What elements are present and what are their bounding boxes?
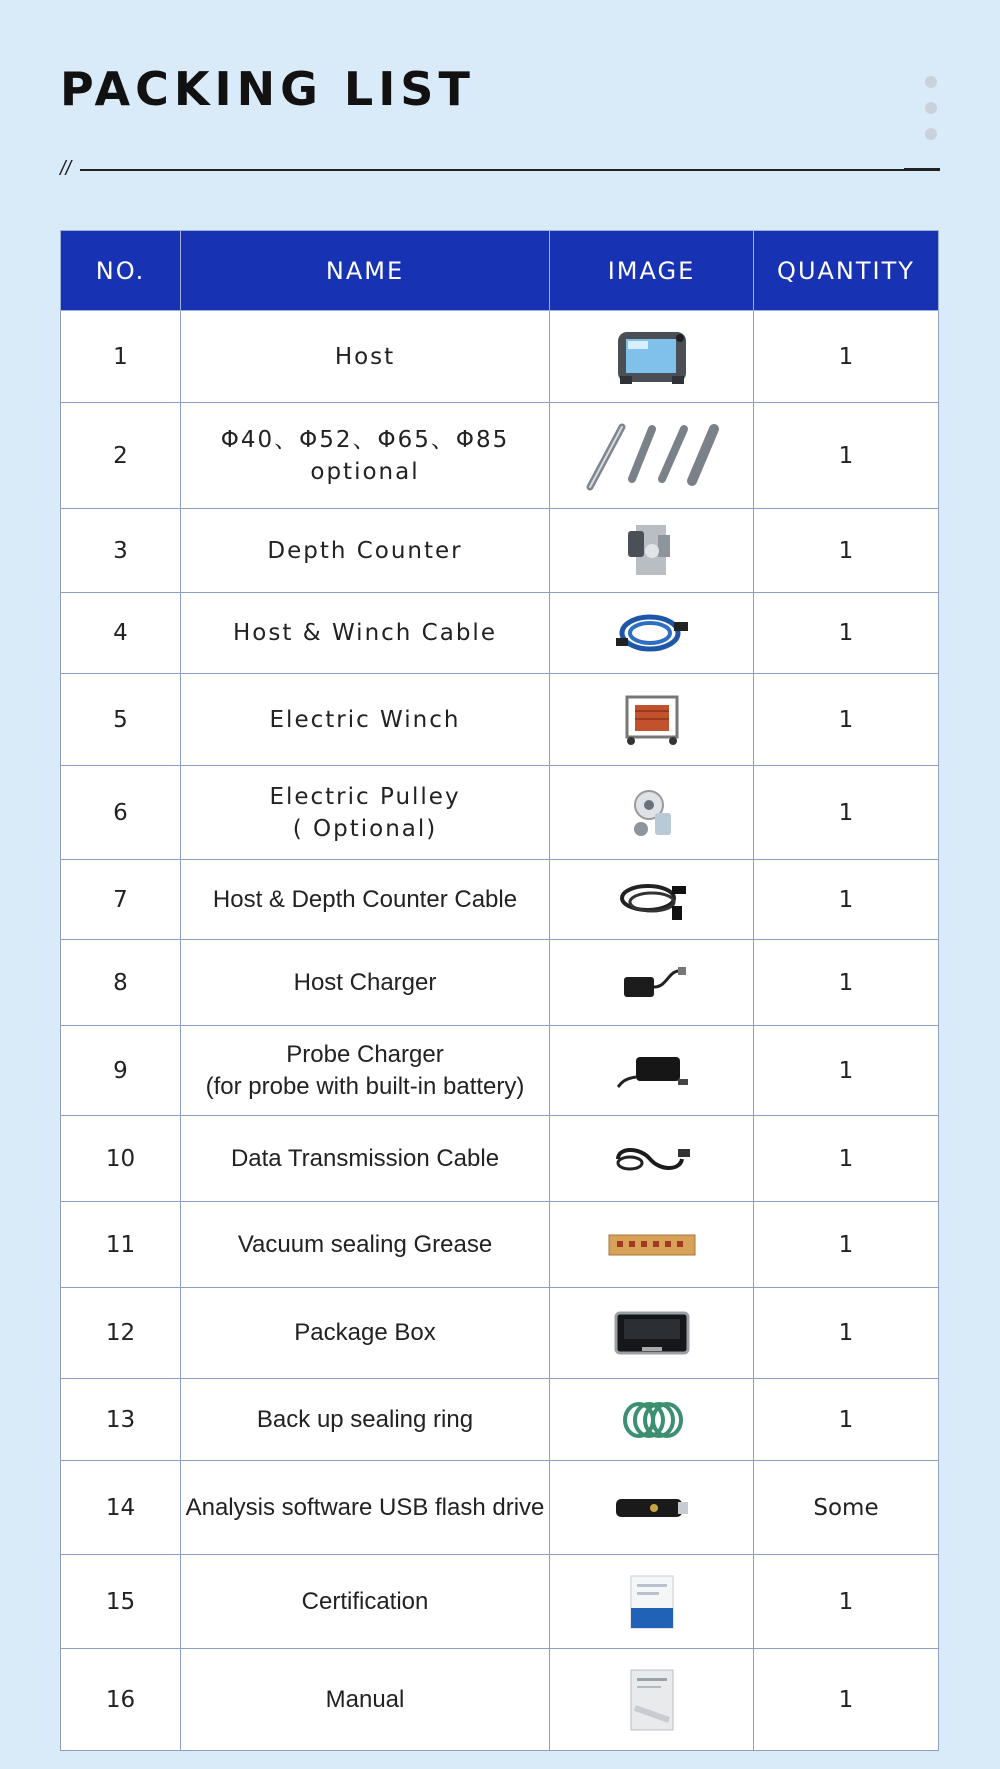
row-name <box>181 766 550 860</box>
row-quantity: 1 <box>754 593 939 674</box>
pulley-icon <box>550 783 753 843</box>
row-quantity: 1 <box>754 1202 939 1288</box>
row-name-line: Analysis software USB flash drive <box>185 1493 545 1521</box>
row-name-line: Certification <box>301 1587 429 1615</box>
row-name-line: Manual <box>325 1685 405 1713</box>
table-row <box>61 940 939 1026</box>
row-no: 8 <box>61 940 181 1026</box>
sealing-rings-icon <box>550 1398 753 1442</box>
row-name-line: Host & Depth Counter Cable <box>212 885 518 913</box>
row-quantity: 1 <box>754 860 939 940</box>
blue-cable-icon <box>550 608 753 658</box>
row-name <box>181 593 550 674</box>
table-row <box>61 311 939 403</box>
row-image <box>550 403 754 509</box>
case-icon <box>550 1307 753 1359</box>
table-row <box>61 1288 939 1379</box>
table-row <box>61 1649 939 1751</box>
table-row <box>61 1379 939 1461</box>
row-name <box>181 674 550 766</box>
certificate-icon <box>550 1574 753 1630</box>
page-title: PACKING LIST <box>60 62 475 116</box>
row-name-line: Host Charger <box>293 968 437 996</box>
table-row <box>61 674 939 766</box>
row-image <box>550 766 754 860</box>
row-name <box>181 1649 550 1751</box>
row-name-line: Electric Winch <box>269 706 461 733</box>
row-image <box>550 674 754 766</box>
row-no: 5 <box>61 674 181 766</box>
tablet-host-icon <box>550 326 753 388</box>
row-image <box>550 1288 754 1379</box>
table-row <box>61 1202 939 1288</box>
table-row <box>61 1116 939 1202</box>
decorative-dots <box>925 76 937 154</box>
row-no: 11 <box>61 1202 181 1288</box>
black-cable-icon <box>550 876 753 924</box>
row-name-line: Depth Counter <box>267 537 463 564</box>
divider-line <box>80 169 940 171</box>
row-name-line: Package Box <box>294 1319 436 1346</box>
row-quantity: 1 <box>754 940 939 1026</box>
row-name <box>181 1202 550 1288</box>
usb-drive-icon <box>550 1493 753 1523</box>
row-no: 7 <box>61 860 181 940</box>
row-no: 6 <box>61 766 181 860</box>
row-name-line: Back up sealing ring <box>256 1405 474 1433</box>
row-image <box>550 1116 754 1202</box>
row-image <box>550 940 754 1026</box>
row-quantity: 1 <box>754 1116 939 1202</box>
row-name <box>181 940 550 1026</box>
winch-icon <box>550 693 753 747</box>
table-row <box>61 593 939 674</box>
row-name <box>181 509 550 593</box>
table-row <box>61 860 939 940</box>
manual-icon <box>550 1668 753 1732</box>
row-no: 13 <box>61 1379 181 1461</box>
row-quantity: Some <box>754 1461 939 1555</box>
row-quantity: 1 <box>754 1026 939 1116</box>
row-no: 10 <box>61 1116 181 1202</box>
row-name-line: Vacuum sealing Grease <box>237 1230 493 1258</box>
row-name <box>181 860 550 940</box>
row-name <box>181 1116 550 1202</box>
charger-icon <box>550 961 753 1005</box>
row-quantity: 1 <box>754 1288 939 1379</box>
data-cable-icon <box>550 1139 753 1179</box>
row-quantity: 1 <box>754 1379 939 1461</box>
header-no: NO. <box>61 231 181 311</box>
row-quantity: 1 <box>754 1649 939 1751</box>
row-image <box>550 1649 754 1751</box>
row-name-line: Host & Winch Cable <box>233 620 497 646</box>
row-no: 4 <box>61 593 181 674</box>
row-no: 15 <box>61 1555 181 1649</box>
row-name <box>181 403 550 509</box>
table-row <box>61 766 939 860</box>
row-quantity: 1 <box>754 509 939 593</box>
row-name-line-2: ( Optional) <box>292 815 438 842</box>
table-row <box>61 403 939 509</box>
depth-counter-icon <box>550 521 753 581</box>
power-adapter-icon <box>550 1049 753 1093</box>
divider-mark: // <box>60 158 72 180</box>
row-quantity: 1 <box>754 311 939 403</box>
grease-box-icon <box>550 1231 753 1259</box>
row-image <box>550 311 754 403</box>
row-image <box>550 860 754 940</box>
row-quantity: 1 <box>754 766 939 860</box>
row-image <box>550 509 754 593</box>
table-row <box>61 509 939 593</box>
row-name <box>181 1461 550 1555</box>
row-no: 12 <box>61 1288 181 1379</box>
row-name-line-2: (for probe with built-in battery) <box>205 1072 525 1100</box>
packing-list-table <box>60 230 939 1751</box>
row-name-line: Data Transmission Cable <box>230 1144 500 1172</box>
row-no: 2 <box>61 403 181 509</box>
row-name-line: Probe Charger <box>286 1040 444 1068</box>
header-image: IMAGE <box>550 231 754 311</box>
table-row <box>61 1026 939 1116</box>
row-name <box>181 1288 550 1379</box>
row-no: 14 <box>61 1461 181 1555</box>
row-image <box>550 1555 754 1649</box>
row-name <box>181 1026 550 1116</box>
table-row <box>61 1461 939 1555</box>
row-quantity: 1 <box>754 1555 939 1649</box>
row-no: 1 <box>61 311 181 403</box>
row-quantity: 1 <box>754 403 939 509</box>
header-quantity: QUANTITY <box>754 231 939 311</box>
row-name-line-2: optional <box>310 458 420 485</box>
row-name <box>181 1555 550 1649</box>
row-name-line: Electric Pulley <box>269 783 461 810</box>
row-image <box>550 1202 754 1288</box>
row-image <box>550 593 754 674</box>
row-quantity: 1 <box>754 674 939 766</box>
row-name <box>181 1379 550 1461</box>
row-name <box>181 311 550 403</box>
table-header-row <box>61 231 939 311</box>
table-row <box>61 1555 939 1649</box>
row-no: 9 <box>61 1026 181 1116</box>
divider-line-end <box>904 168 940 171</box>
row-no: 3 <box>61 509 181 593</box>
row-name-line: Φ40、Φ52、Φ65、Φ85 <box>220 426 510 453</box>
row-image <box>550 1461 754 1555</box>
row-image <box>550 1026 754 1116</box>
row-image <box>550 1379 754 1461</box>
row-name-line: Host <box>334 343 396 370</box>
header-name: NAME <box>181 231 550 311</box>
row-no: 16 <box>61 1649 181 1751</box>
probes-icon <box>550 421 753 491</box>
